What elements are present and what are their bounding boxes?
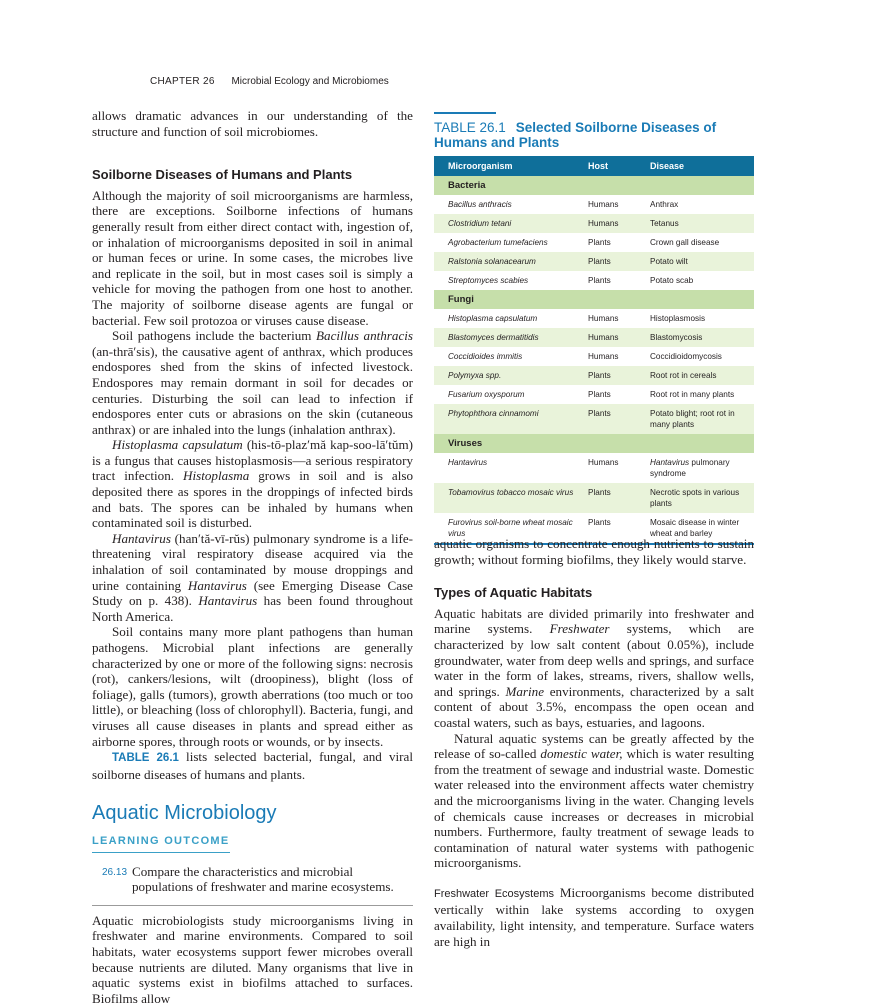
learning-outcome-number: 26.13 (102, 866, 128, 878)
table-title: TABLE 26.1 Selected Soilborne Diseases of Humans and Plants (434, 120, 717, 150)
table-row: Furovirus soil-borne wheat mosaic virus Plants Mosaic disease in winter wheat and barley (434, 513, 754, 544)
table-row: Polymyxa spp. Plants Root rot in cereals (434, 366, 754, 385)
paragraph: Natural aquatic systems can be greatly affected by the release of so-called domestic water, which is water resulting from the treatment of sewage and industrial waste. Domestic water released into the environment affects water chemistry and the microorganisms living in the water. Changing levels of chemicals cause increases or decreases in microbial numbers. Furthermore, faulty treatment of sewage leads to contamination of natural water systems with pathogenic microorganisms. (434, 730, 755, 871)
table-row: Clostridium tetani Humans Tetanus (434, 214, 754, 233)
paragraph: Although the majority of soil microorganisms are harmless, there are exceptions. Soilborne infections of humans generally result from either direct contact with, ingestion of, or inhalation of microorganisms deposited in soil in animal or human feces or urine. In some cases, the microbes live and replicate in the soil, but in most cases soil is simply a vehicle for moving the pathogen from one host to another. The majority of soilborne disease agents are fungal or bacterial. Few soil protozoa or viruses cause disease. (92, 187, 413, 328)
group-row-viruses: Viruses (434, 434, 754, 453)
table-row: Agrobacterium tumefaciens Plants Crown gall disease (434, 233, 754, 252)
disease-table (434, 156, 754, 545)
paragraph: Freshwater Ecosystems Microorganisms become distributed vertically within lake systems according to oxygen availability, light intensity, and temperature. Surface waters are high in (434, 884, 754, 949)
table-row: Bacillus anthracis Humans Anthrax (434, 195, 754, 214)
group-row-fungi: Fungi (434, 290, 754, 309)
paragraph: Soil contains many more plant pathogens than human pathogens. Microbial plant infections are generally characterized by one or more of the following signs: necrosis (rot), cankers/lesions, wilt (droopiness), blight (loss of foliage), galls (tumors), growth aberrations (too much or too little), or bleaching (loss of chlorophyll). Bacteria, fungi, and viruses all cause diseases in plants and spread either as airborne spores, through roots or wounds, or by insects. (92, 624, 413, 749)
right-column (434, 536, 754, 949)
divider (92, 905, 413, 906)
table-row: Fusarium oxysporum Plants Root rot in many plants (434, 385, 754, 404)
paragraph: Aquatic habitats are divided primarily into freshwater and marine systems. Freshwater systems, which are characterized by low salt content (about 0.05%), include groundwater, water from deep wells and springs, and surface water in the form of lakes, streams, rivers, shallow wells, and springs. Marine environments, characterized by a salt content of about 3.5%, encompass the open ocean and coastal waters, such as bays, estuaries, and lagoons. (434, 605, 754, 730)
group-row-bacteria: Bacteria (434, 176, 754, 195)
paragraph: Aquatic microbiologists study microorganisms living in freshwater and marine environments. Compared to soil habitats, water ecosystems support fewer microbes overall because nutrients are diluted. Many organisms that live in aquatic systems exist in biofilms attached to surfaces. Biofilms allow (92, 912, 413, 1006)
table-row: Ralstonia solanacearum Plants Potato wilt (434, 252, 754, 271)
chapter-title: Microbial Ecology and Microbiomes (231, 76, 389, 87)
paragraph: Soil pathogens include the bacterium Bacillus anthracis (an-thrā′sis), the causative agent of anthrax, which produces endospores shed from the skins of infected livestock. Endospores may remain dormant in soil for decades or centuries. Disturbing the soil can lead to infection if endospores enter cuts or abrasions on the skin (cutaneous anthrax) or are inhaled into the lungs (inhalation anthrax). (92, 328, 413, 437)
table-row: Blastomyces dermatitidis Humans Blastomycosis (434, 328, 754, 347)
table-row: Histoplasma capsulatum Humans Histoplasmosis (434, 309, 754, 328)
table-row: Phytophthora cinnamomi Plants Potato blight; root rot in many plants (434, 404, 754, 434)
table-26-1 (434, 112, 754, 545)
table-reference[interactable]: TABLE 26.1 (112, 752, 179, 765)
column-header: Host (582, 156, 644, 176)
table-row: Hantavirus Humans Hantavirus pulmonary syndrome (434, 453, 754, 483)
left-column (92, 108, 413, 1006)
table-accent-bar (434, 112, 496, 114)
section-heading: Types of Aquatic Habitats (434, 585, 593, 601)
section-heading: Soilborne Diseases of Humans and Plants (92, 167, 353, 183)
paragraph: TABLE 26.1 lists selected bacterial, fungal, and viral soilborne diseases of humans and plants. (92, 749, 413, 782)
paragraph: allows dramatic advances in our understanding of the structure and function of soil microbiomes. (92, 108, 413, 139)
table-header-row (434, 156, 754, 176)
learning-outcome-title: LEARNING OUTCOME (92, 832, 413, 853)
table-row: Tobamovirus tobacco mosaic virus Plants Necrotic spots in various plants (434, 483, 754, 513)
paragraph: aquatic organisms to concentrate enough nutrients to sustain growth; without forming biofilms, they likely would starve. (434, 536, 754, 567)
run-in-heading: Freshwater Ecosystems (434, 887, 554, 900)
paragraph: Histoplasma capsulatum (his-tō-plaz′mă kap-soo-lā′tŭm) is a fungus that causes histoplasmosis—a serious respiratory tract infection. Histoplasma grows in soil and is also deposited there as spores in the droppings of infected birds and bats. The spores can be inhaled by humans when contaminated soil is disturbed. (92, 437, 414, 531)
main-heading: Aquatic Microbiology (92, 802, 277, 825)
table-row: Coccidioides immitis Humans Coccidioidomycosis (434, 347, 754, 366)
learning-outcome-item (92, 864, 413, 895)
column-header: Disease (644, 156, 754, 176)
column-header: Microorganism (434, 156, 582, 176)
learning-outcome-text: Compare the characteristics and microbial populations of freshwater and marine ecosystems. (132, 863, 394, 895)
paragraph: Hantavirus (han′tă-vī-rŭs) pulmonary syndrome is a life-threatening viral respiratory disease acquired via the inhalation of soil contaminated by mouse droppings and urine containing Hantavirus (see Emerging Disease Case Study on p. 438). Hantavirus has been found throughout North America. (92, 530, 414, 624)
table-row: Streptomyces scabies Plants Potato scab (434, 271, 754, 290)
chapter-label: CHAPTER 26 (150, 76, 215, 87)
running-head (150, 76, 389, 87)
